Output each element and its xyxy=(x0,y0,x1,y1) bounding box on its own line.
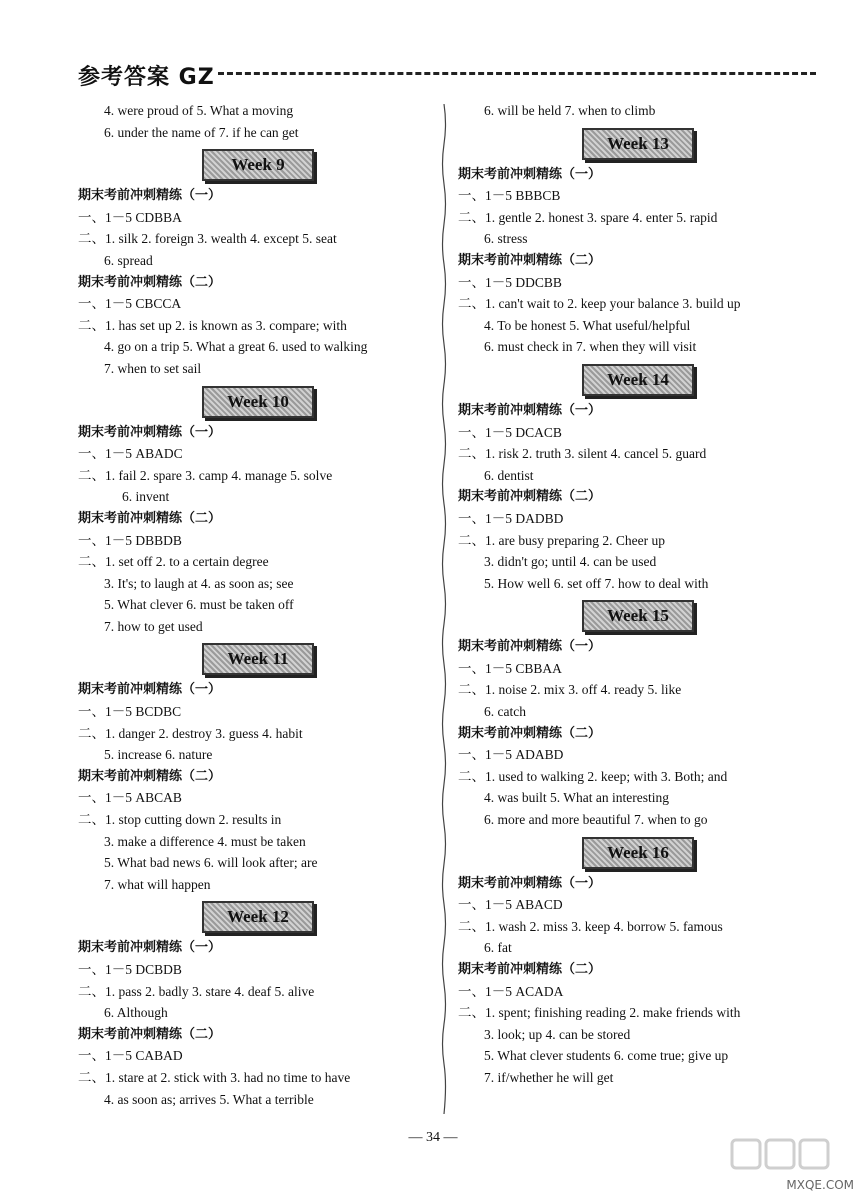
answer-line: 7. how to get used xyxy=(104,618,203,634)
answer-line: 二、1. are busy preparing 2. Cheer up xyxy=(458,532,665,548)
week-label: Week 14 xyxy=(607,369,669,389)
section-heading: 期末考前冲刺精练（二） xyxy=(458,962,602,977)
answer-line: 二、1. gentle 2. honest 3. spare 4. enter 5. rapid xyxy=(458,209,718,225)
answer-line: 6. fat xyxy=(484,940,512,956)
answer-line: 3. make a difference 4. must be taken xyxy=(104,833,306,849)
week-heading xyxy=(458,594,828,636)
answer-line: 3. look; up 4. can be stored xyxy=(484,1026,631,1042)
answer-line: 7. if/whether he will get xyxy=(484,1069,614,1085)
week-badge xyxy=(582,837,694,869)
answer-line: 一、1－5 ABACD xyxy=(458,897,563,913)
week-label: Week 11 xyxy=(227,649,289,669)
page-header xyxy=(78,60,818,100)
right-column xyxy=(458,100,828,1089)
week-heading xyxy=(458,122,828,164)
answer-line: 一、1－5 ADABD xyxy=(458,747,564,763)
week-heading xyxy=(78,143,438,185)
section-heading: 期末考前冲刺精练（二） xyxy=(78,274,222,290)
section-heading: 期末考前冲刺精练（一） xyxy=(78,188,222,204)
answer-line: 6. catch xyxy=(484,704,526,720)
answer-line: 4. as soon as; arrives 5. What a terrible xyxy=(104,1091,314,1107)
answer-line: 二、1. stop cutting down 2. results in xyxy=(78,812,282,828)
answer-line: 二、1. has set up 2. is known as 3. compare; with xyxy=(78,317,347,333)
answer-line: 二、1. set off 2. to a certain degree xyxy=(78,554,269,570)
page-number: — 34 — xyxy=(408,1130,458,1145)
answer-line: 5. How well 6. set off 7. how to deal with xyxy=(484,575,709,591)
section-heading: 期末考前冲刺精练（二） xyxy=(458,725,602,741)
week-label: Week 15 xyxy=(607,606,669,626)
answer-line: 一、1－5 ABCAB xyxy=(78,790,182,806)
answer-line: 一、1－5 DBBDB xyxy=(78,532,182,548)
section-heading: 期末考前冲刺精练（二） xyxy=(458,252,602,268)
section-heading: 期末考前冲刺精练（二） xyxy=(78,1026,222,1042)
week-heading xyxy=(78,895,438,937)
week-heading xyxy=(458,358,828,400)
answer-line: 一、1－5 BBBCB xyxy=(458,188,561,204)
section-heading: 期末考前冲刺精练（二） xyxy=(78,510,222,526)
answer-line: 一、1－5 CBBAA xyxy=(458,660,562,676)
answer-line: 一、1－5 DDCBB xyxy=(458,274,562,290)
answer-line: 二、1. pass 2. badly 3. stare 4. deaf 5. alive xyxy=(78,983,315,999)
section-heading: 期末考前冲刺精练（一） xyxy=(458,166,602,182)
page-title: 参考答案 GZ xyxy=(78,65,215,90)
answer-line: 6. will be held 7. when to climb xyxy=(484,103,656,118)
answer-line: 一、1－5 CBCCA xyxy=(78,296,182,312)
week-label: Week 9 xyxy=(231,155,285,175)
answer-line: 二、1. risk 2. truth 3. silent 4. cancel 5. guard xyxy=(458,446,707,462)
answer-line: 3. It's; to laugh at 4. as soon as; see xyxy=(104,575,294,591)
week-badge xyxy=(582,128,694,160)
answer-line: 6. Although xyxy=(104,1005,168,1021)
week-label: Week 10 xyxy=(227,391,289,411)
answer-line: 4. were proud of 5. What a moving xyxy=(104,103,294,118)
week-badge xyxy=(202,643,314,675)
week-heading xyxy=(458,831,828,873)
answer-line: 5. What clever 6. must be taken off xyxy=(104,597,294,613)
answer-line: 6. dentist xyxy=(484,467,534,483)
answer-line: 一、1－5 ACADA xyxy=(458,983,564,999)
answer-line: 二、1. danger 2. destroy 3. guess 4. habit xyxy=(78,725,303,741)
week-badge xyxy=(582,600,694,632)
left-column xyxy=(78,100,438,1110)
answer-line: 6. stress xyxy=(484,231,528,247)
answer-line: 4. was built 5. What an interesting xyxy=(484,790,669,806)
answer-line: 7. when to set sail xyxy=(104,360,202,376)
answer-line: 一、1－5 DCACB xyxy=(458,424,562,440)
column-divider xyxy=(440,104,448,1114)
answer-line: 一、1－5 CABAD xyxy=(78,1048,183,1064)
answer-line: 5. What clever students 6. come true; give up xyxy=(484,1048,729,1064)
section-heading: 期末考前冲刺精练（一） xyxy=(78,940,222,956)
answer-line: 二、1. wash 2. miss 3. keep 4. borrow 5. famous xyxy=(458,918,723,934)
answer-line: 一、1－5 CDBBA xyxy=(78,209,182,225)
answer-line: 二、1. can't wait to 2. keep your balance 3. build up xyxy=(458,296,741,312)
section-heading: 期末考前冲刺精练（一） xyxy=(458,639,602,655)
week-heading xyxy=(78,380,438,422)
answer-line: 3. didn't go; until 4. can be used xyxy=(484,554,657,570)
section-heading: 期末考前冲刺精练（一） xyxy=(458,875,602,891)
answer-line: 5. increase 6. nature xyxy=(104,747,213,763)
answer-line: 6. spread xyxy=(104,252,153,268)
week-label: Week 13 xyxy=(607,133,669,153)
answer-line: 一、1－5 DCBDB xyxy=(78,962,182,977)
week-label: Week 12 xyxy=(227,907,289,927)
answer-line: 一、1－5 BCDBC xyxy=(78,704,182,720)
answer-line: 4. To be honest 5. What useful/helpful xyxy=(484,317,691,333)
answer-line: 6. under the name of 7. if he can get xyxy=(104,124,299,140)
answer-line: 二、1. stare at 2. stick with 3. had no time to have xyxy=(78,1069,351,1085)
answer-line: 6. invent xyxy=(122,489,170,505)
week-badge xyxy=(582,364,694,396)
answer-line: 二、1. noise 2. mix 3. off 4. ready 5. like xyxy=(458,682,682,698)
section-heading: 期末考前冲刺精练（一） xyxy=(78,682,222,698)
answer-line: 二、1. spent; finishing reading 2. make friends with xyxy=(458,1005,741,1021)
section-heading: 期末考前冲刺精练（一） xyxy=(78,424,222,440)
answer-line: 7. what will happen xyxy=(104,876,211,892)
answer-line: 一、1－5 ABADC xyxy=(78,446,183,462)
week-badge xyxy=(202,386,314,418)
answer-line: 二、1. silk 2. foreign 3. wealth 4. except 5. seat xyxy=(78,231,337,247)
watermark-text: MXQE.COM xyxy=(786,1178,854,1192)
week-label: Week 16 xyxy=(607,842,669,862)
answer-line: 二、1. fail 2. spare 3. camp 4. manage 5. solve xyxy=(78,467,333,483)
week-heading xyxy=(78,637,438,679)
answer-line: 一、1－5 DADBD xyxy=(458,510,564,526)
week-badge xyxy=(202,149,314,181)
answer-line: 二、1. used to walking 2. keep; with 3. Both; and xyxy=(458,768,728,784)
answer-line: 6. must check in 7. when they will visit xyxy=(484,339,697,355)
header-dashed-rule xyxy=(218,72,816,75)
section-heading: 期末考前冲刺精练（二） xyxy=(458,489,602,505)
answer-line: 5. What bad news 6. will look after; are xyxy=(104,855,318,871)
answer-line: 6. more and more beautiful 7. when to go xyxy=(484,812,708,828)
week-badge xyxy=(202,901,314,933)
section-heading: 期末考前冲刺精练（一） xyxy=(458,402,602,418)
answer-line: 4. go on a trip 5. What a great 6. used to walking xyxy=(104,339,368,355)
section-heading: 期末考前冲刺精练（二） xyxy=(78,768,222,784)
